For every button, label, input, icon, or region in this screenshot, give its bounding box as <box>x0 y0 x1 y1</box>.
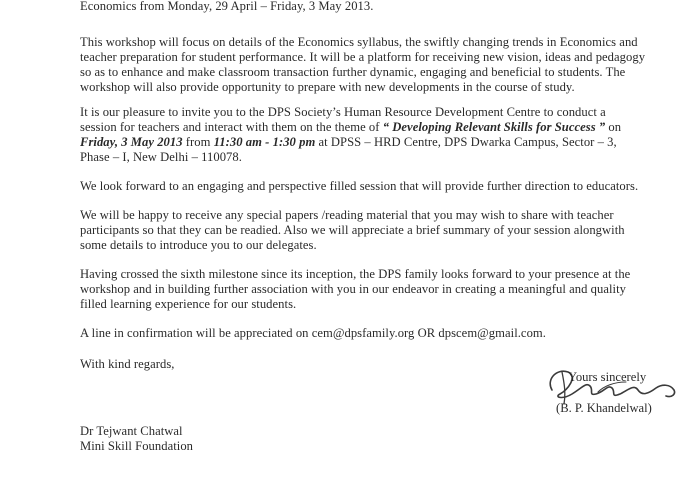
paragraph-2-line-2-end: on <box>605 120 622 134</box>
paragraph-5-line-2: workshop and in building further association with you in our endeavor in creating a meaningful and quality <box>80 282 626 296</box>
paragraph-2-line-2 <box>80 119 621 135</box>
paragraph-2-line-1: It is our pleasure to invite you to the DPS Society’s Human Resource Development Centre to conduct a <box>80 105 606 119</box>
paragraph-4-line-1: We will be happy to receive any special papers /reading material that you may wish to share with teacher <box>80 208 614 222</box>
session-date: Friday, 3 May 2013 <box>80 135 183 149</box>
recipient-name: Dr Tejwant Chatwal <box>80 424 183 438</box>
paragraph-2-line-2-text: session for teachers and interact with them on the theme of <box>80 120 383 134</box>
intro-line: Economics from Monday, 29 April – Friday, 3 May 2013. <box>80 0 374 13</box>
paragraph-1-line-2: teacher preparation for student performance. It will be a platform for receiving new vision, ideas and pedagogy <box>80 50 646 64</box>
paragraph-2-line-4: Phase – I, New Delhi – 110078. <box>80 150 242 164</box>
workshop-theme: “ Developing Relevant Skills for Success ” <box>382 120 606 134</box>
paragraph-1-line-4: workshop will also provide opportunity to prepare with new developments in the course of study. <box>80 80 575 94</box>
paragraph-1-line-1: This workshop will focus on details of the Economics syllabus, the swiftly changing trends in Economics and <box>80 35 638 49</box>
paragraph-5-line-1: Having crossed the sixth milestone since its inception, the DPS family looks forward to your presence at the <box>80 267 631 281</box>
from-text: from <box>182 135 214 149</box>
paragraph-4-line-2: participants so that they can be readied. Also we will appreciate a brief summary of your session alongwith <box>80 223 625 237</box>
paragraph-2-line-3 <box>80 134 617 150</box>
signatory-name: (B. P. Khandelwal) <box>556 401 652 415</box>
session-time: 11:30 am - 1:30 pm <box>213 135 316 149</box>
paragraph-3: We look forward to an engaging and perspective filled session that will provide further direction to educators. <box>80 179 639 193</box>
signature-block <box>538 360 698 420</box>
session-venue: at DPSS – HRD Centre, DPS Dwarka Campus, Sector – 3, <box>315 135 617 149</box>
paragraph-5-line-3: filled learning experience for our students. <box>80 297 297 311</box>
paragraph-4-line-3: some details to introduce you to our delegates. <box>80 238 317 252</box>
confirmation-line: A line in confirmation will be appreciated on cem@dpsfamily.org OR dpscem@gmail.com. <box>80 326 546 340</box>
paragraph-1-line-3: so as to enhance and make classroom transaction further dynamic, engaging and beneficial to students. The <box>80 65 626 79</box>
closing-line: With kind regards, <box>80 357 175 371</box>
signature-valediction: Yours sincerely <box>568 370 647 384</box>
recipient-organization: Mini Skill Foundation <box>80 439 194 453</box>
